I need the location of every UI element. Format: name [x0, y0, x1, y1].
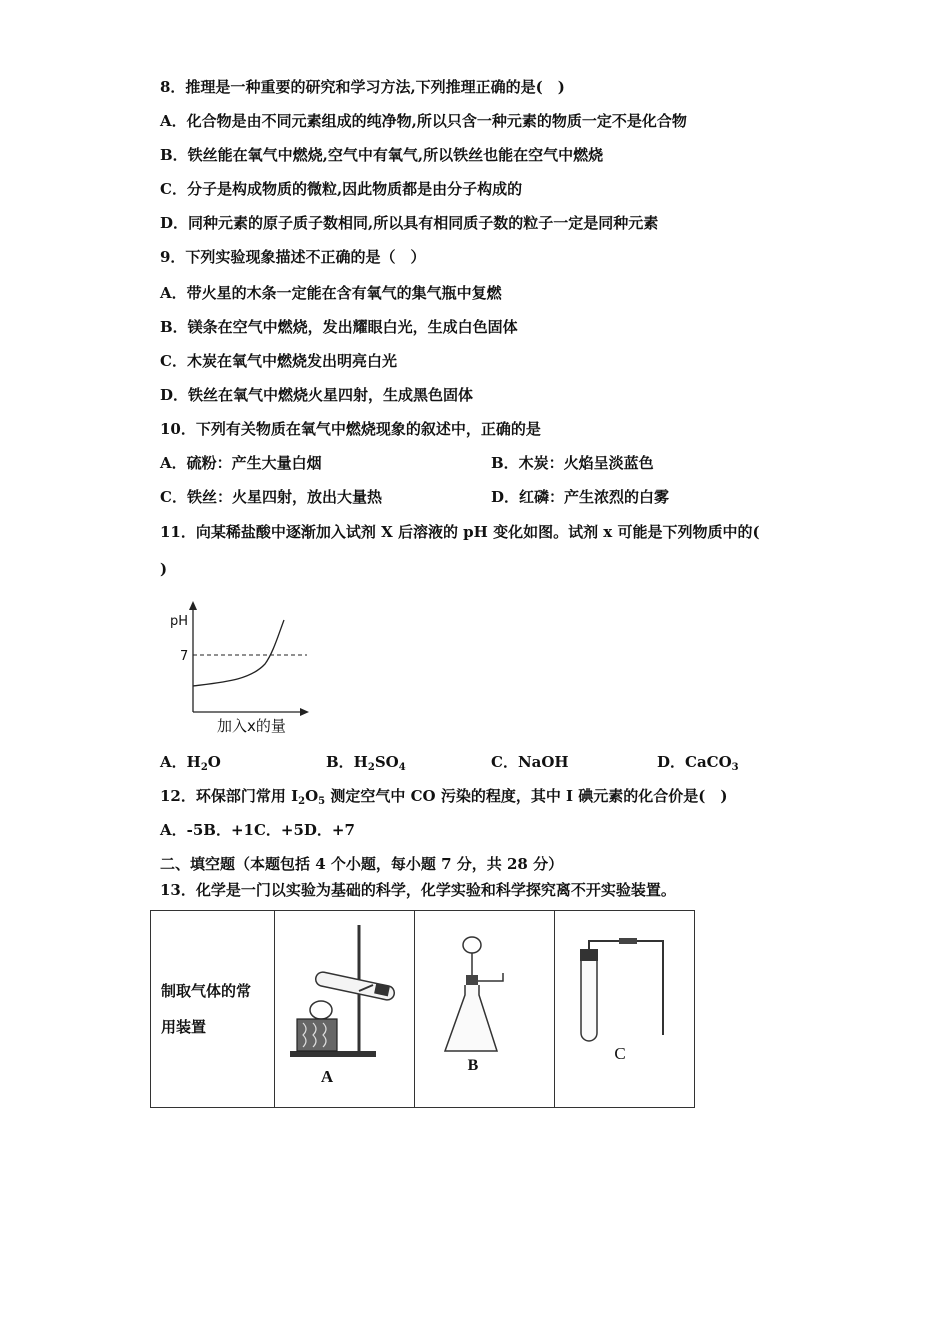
q9-stem: 9．下列实验现象描述不正确的是（ ） [160, 248, 426, 266]
q8-option-b: B．铁丝能在氧气中燃烧,空气中有氧气,所以铁丝也能在空气中燃烧 [160, 146, 604, 164]
graph-xlabel: 加入x的量 [217, 717, 286, 735]
apparatus-a-cell [275, 911, 415, 1108]
apparatus-b-cell [415, 911, 555, 1108]
y-axis-arrow [189, 601, 197, 610]
q8-option-d: D．同种元素的原子质子数相同,所以具有相同质子数的粒子一定是同种元素 [160, 214, 659, 232]
q11-option-b: B．$H_2SO_4$ [326, 753, 406, 773]
apparatus-c-figure [555, 911, 694, 1107]
q11-option-a: A．$H_2O$ [160, 753, 221, 773]
ph-graph [165, 598, 315, 740]
apparatus-a-figure [275, 911, 414, 1107]
q10-option-c: C．铁丝：火星四射，放出大量热 [160, 488, 382, 506]
x-axis-arrow [300, 708, 309, 716]
section2-heading: 二、填空题（本题包括 4 个小题，每小题 7 分，共 28 分） [160, 855, 564, 873]
q9-option-c: C．木炭在氧气中燃烧发出明亮白光 [160, 352, 397, 370]
q11-option-c: C．NaOH [491, 753, 569, 771]
q11-option-d: D．CaCO$_3$ [657, 753, 739, 773]
q9-option-b: B．镁条在空气中燃烧，发出耀眼白光，生成白色固体 [160, 318, 518, 336]
apparatus-label-a: A [320, 1067, 334, 1086]
q11-stem-line2: ) [160, 560, 168, 578]
q8-stem: 8．推理是一种重要的研究和学习方法,下列推理正确的是( ) [160, 78, 565, 96]
ph-curve-figure [165, 598, 315, 740]
graph-ylabel: pH [170, 614, 189, 629]
apparatus-label-b: B [467, 1057, 479, 1074]
q8-option-a: A．化合物是由不同元素组成的纯净物,所以只含一种元素的物质一定不是化合物 [160, 112, 687, 130]
apparatus-label-c: C [614, 1044, 626, 1063]
q10-option-a: A．硫粉：产生大量白烟 [160, 454, 322, 472]
graph-ytick-7: 7 [180, 649, 189, 664]
apparatus-b-figure [415, 911, 554, 1107]
q9-option-d: D．铁丝在氧气中燃烧火星四射，生成黑色固体 [160, 386, 474, 404]
apparatus-row-label: 制取气体的常 用装置 [151, 911, 275, 1108]
q12-options: A．-5B．+1C．+5D．+7 [160, 821, 355, 839]
q13-stem: 13．化学是一门以实验为基础的科学，化学实验和科学探究离不开实验装置。 [160, 881, 676, 899]
q11-stem-line1: 11．向某稀盐酸中逐渐加入试剂 X 后溶液的 pH 变化如图。试剂 x 可能是下列物质中的( [160, 523, 760, 541]
q10-option-b: B．木炭：火焰呈淡蓝色 [491, 454, 654, 472]
q8-option-c: C．分子是构成物质的微粒,因此物质都是由分子构成的 [160, 180, 523, 198]
q12-stem: 12．环保部门常用 $I_2O_5$ 测定空气中 CO 污染的程度，其中 I 碘元素的化合价是( ) [160, 787, 728, 807]
apparatus-c-cell [555, 911, 695, 1108]
q9-option-a: A．带火星的木条一定能在含有氧气的集气瓶中复燃 [160, 284, 502, 302]
q10-option-d: D．红磷：产生浓烈的白雾 [491, 488, 670, 506]
apparatus-table [150, 910, 695, 1108]
ph-curve [193, 620, 284, 686]
q10-stem: 10．下列有关物质在氧气中燃烧现象的叙述中，正确的是 [160, 420, 541, 438]
